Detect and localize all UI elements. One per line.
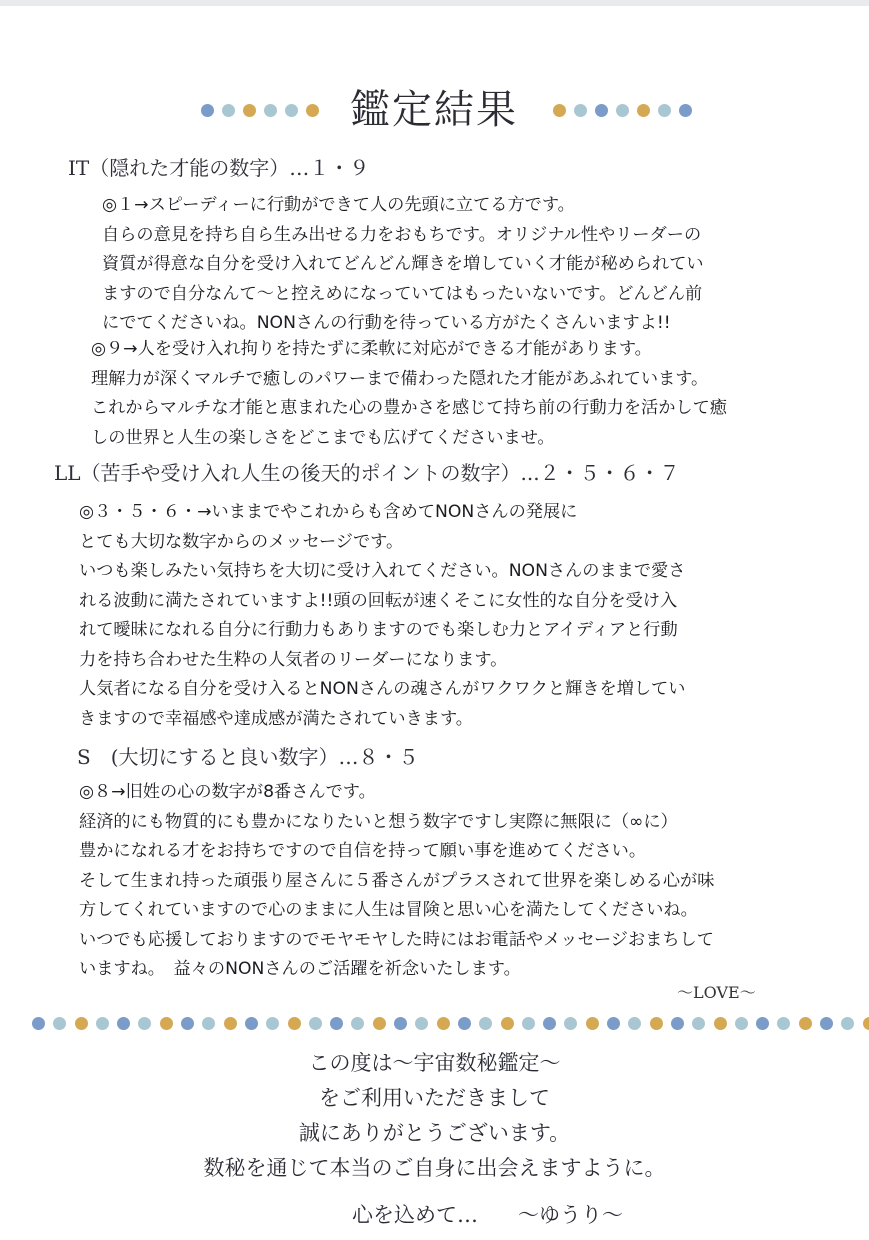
decorative-dot [650,1017,663,1030]
decorative-dot [692,1017,705,1030]
decorative-dot [160,1017,173,1030]
text-line: しの世界と人生の楽しさをどこまでも広げてくださいませ。 [91,427,555,448]
decorative-dot [658,104,671,117]
dot-divider [32,1017,862,1033]
paragraph-s [79,778,714,985]
text-line: 理解力が深くマルチで癒しのパワーまで備わった隠れた才能があふれています。 [91,368,709,389]
text-line: れる波動に満たされていますよ!!頭の回転が速くそこに女性的な自分を受け入 [79,590,678,611]
decorative-dot [679,104,692,117]
decorative-dot [117,1017,130,1030]
page-title: 鑑定結果 [350,87,518,133]
text-line: ◎８→旧姓の心の数字が8番さんです。 [79,782,376,802]
paragraph-it-1 [102,191,704,339]
text-line: 誠にありがとうございます。 [298,1121,571,1145]
decorative-dot [501,1017,514,1030]
decorative-dot [32,1017,45,1030]
decorative-dot [637,104,650,117]
signature-line [352,1199,623,1229]
text-line: をご利用いただきまして [319,1086,550,1110]
decorative-dot [777,1017,790,1030]
decorative-dot [586,1017,599,1030]
decorative-dot [181,1017,194,1030]
decorative-dot [306,104,319,117]
text-line: いますね。 益々のNONさんのご活躍を祈念いたします。 [79,959,521,979]
text-line: 人気者になる自分を受け入るとNONさんの魂さんがワクワクと輝きを増してい [79,679,686,699]
text-line: 数秘を通じて本当のご自身に出会えますように。 [203,1156,666,1180]
decorative-dot [595,104,608,117]
decorative-dot [458,1017,471,1030]
decorative-dot [799,1017,812,1030]
decorative-dot [415,1017,428,1030]
decorative-dot [330,1017,343,1030]
decorative-dot [243,104,256,117]
decorative-dot [309,1017,322,1030]
text-line: ますので自分なんて〜と控えめになっていてはもったいないです。どんどん前 [102,283,703,304]
decorative-dot [628,1017,641,1030]
decorative-dot [53,1017,66,1030]
section-heading-it: IT（隠れた才能の数字）…１・９ [68,156,370,180]
text-line: 豊かになれる才をお持ちですので自信を持って願い事を進めてください。 [79,841,647,861]
closing-message [0,1046,869,1186]
text-line: れて曖昧になれる自分に行動力もありますのでも楽しむ力とアイディアと行動 [79,620,678,640]
text-line: これからマルチな才能と恵まれた心の豊かさを感じて持ち前の行動力を活かして癒 [91,398,727,418]
title-row [0,74,869,134]
decorative-dot [671,1017,684,1030]
decorative-dot [394,1017,407,1030]
love-sign-off: 〜LOVE〜 [677,983,756,1002]
decorative-dot [574,104,587,117]
section-heading-ll: LL（苦手や受け入れ人生の後天的ポイントの数字）...２・５・６・７ [54,461,680,485]
decorative-dot [820,1017,833,1030]
decorative-dot [264,104,277,117]
decorative-dot [288,1017,301,1030]
paragraph-ll [79,498,685,734]
decorative-dot [543,1017,556,1030]
decorative-dot [285,104,298,117]
section-heading-s: S (大切にすると良い数字）…８・５ [77,745,419,769]
decorative-dot [75,1017,88,1030]
text-line: ◎３・５・６・→いままでやこれからも含めてNONさんの発展に [79,502,578,522]
text-line: にでてくださいね。NONさんの行動を待っている方がたくさんいますよ!! [102,313,671,333]
text-line: 力を持ち合わせた生粋の人気者のリーダーになります。 [79,649,508,670]
text-line: きますので幸福感や達成感が満たされていきます。 [79,708,473,729]
text-line: いつでも応援しておりますのでモヤモヤした時にはお電話やメッセージおまちして [79,929,714,950]
text-line: そして生まれ持った頑張り屋さんに５番さんがプラスされて世界を楽しめる心が味 [79,870,715,891]
decorative-dot [224,1017,237,1030]
document-page [0,6,869,1240]
decorative-dot [714,1017,727,1030]
decorative-dot [564,1017,577,1030]
signature-left: 心を込めて… [352,1203,478,1227]
decorative-dot [138,1017,151,1030]
text-line: 経済的にも物質的にも豊かになりたいと想う数字ですし実際に無限に（∞に） [79,811,678,832]
title-dots-left [201,104,327,123]
decorative-dot [863,1017,869,1030]
signature-right: 〜ゆうり〜 [518,1203,623,1227]
text-line: 資質が得意な自分を受け入れてどんどん輝きを増していく才能が秘められてい [102,254,704,274]
decorative-dot [607,1017,620,1030]
text-line: いつも楽しみたい気持ちを大切に受け入れてください。NONさんのままで愛さ [79,561,686,581]
decorative-dot [553,104,566,117]
text-line: 自らの意見を持ち自ら生み出せる力をおもちです。オリジナル性やリーダーの [102,224,702,245]
decorative-dot [245,1017,258,1030]
paragraph-it-9 [91,335,727,453]
decorative-dot [351,1017,364,1030]
decorative-dot [735,1017,748,1030]
decorative-dot [222,104,235,117]
text-line: この度は〜宇宙数秘鑑定〜 [308,1051,561,1075]
text-line: とても大切な数字からのメッセージです。 [79,531,404,552]
decorative-dot [616,104,629,117]
decorative-dot [437,1017,450,1030]
decorative-dot [201,104,214,117]
decorative-dot [202,1017,215,1030]
title-dots-right [553,104,700,123]
decorative-dot [756,1017,769,1030]
decorative-dot [522,1017,535,1030]
decorative-dot [266,1017,279,1030]
decorative-dot [479,1017,492,1030]
text-line: ◎１→スピーディーに行動ができて人の先頭に立てる方です。 [102,195,575,215]
decorative-dot [373,1017,386,1030]
decorative-dot [96,1017,109,1030]
text-line: 方してくれていますので心のままに人生は冒険と思い心を満たしてくださいね。 [79,900,698,920]
text-line: ◎９→人を受け入れ拘りを持たずに柔軟に対応ができる才能があります。 [91,339,652,359]
decorative-dot [841,1017,854,1030]
